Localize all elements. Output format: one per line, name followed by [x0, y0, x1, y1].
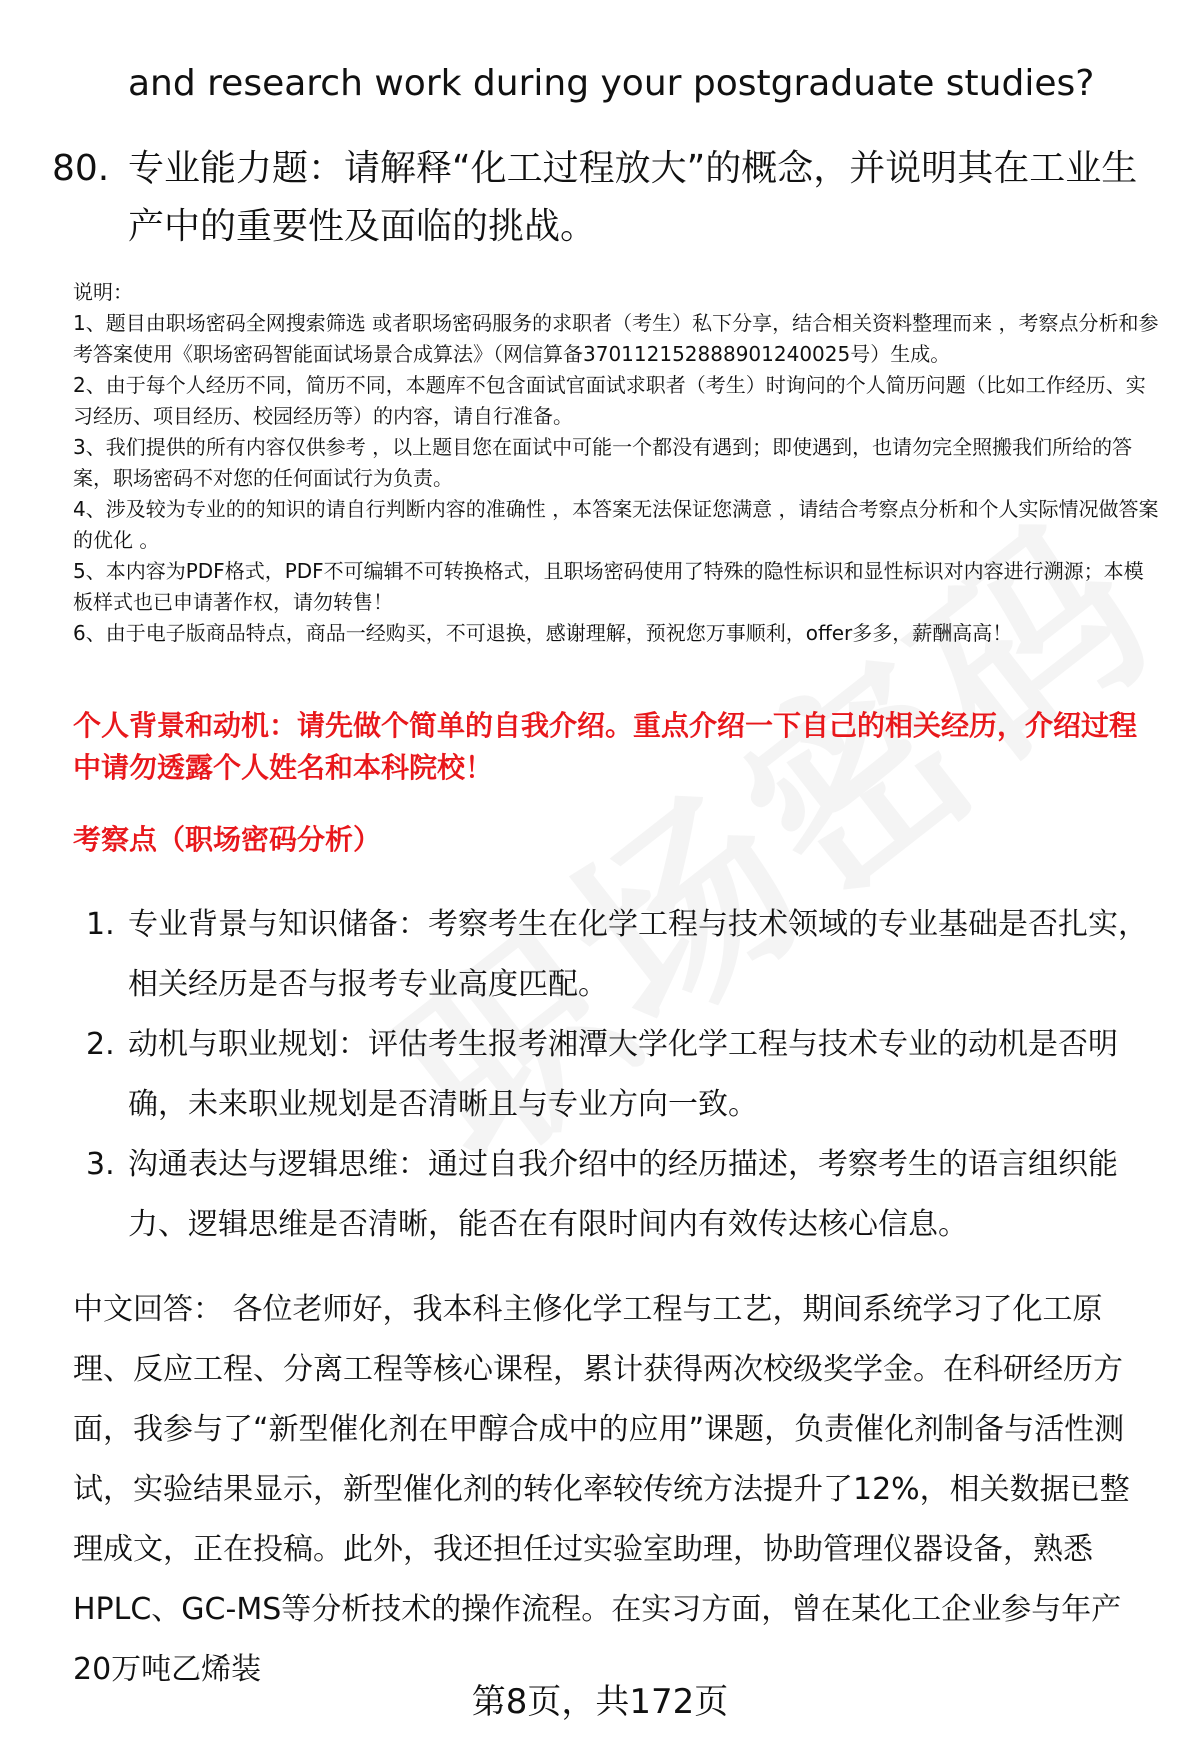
point-text: 专业背景与知识储备：考察考生在化学工程与技术领域的专业基础是否扎实，相关经历是否与报考专业高度匹配。: [128, 907, 1148, 1002]
point-text: 沟通表达与逻辑思维：通过自我介绍中的经历描述，考察考生的语言组织能力、逻辑思维是否清晰，能否在有限时间内有效传达核心信息。: [128, 1147, 1118, 1242]
question-number: 80.: [52, 148, 110, 189]
point-number: 1.: [86, 907, 115, 942]
intro-question: 个人背景和动机：请先做个简单的自我介绍。重点介绍一下自己的相关经历，介绍过程中请勿透露个人姓名和本科院校！: [73, 709, 1138, 784]
page-footer: 第8页，共172页: [471, 1682, 729, 1722]
point-number: 3.: [86, 1147, 115, 1182]
notes-section: [73, 277, 1163, 649]
question-80: [52, 140, 1152, 256]
note-item: 1、题目由职场密码全网搜索筛选 或者职场密码服务的求职者（考生）私下分享，结合相关资料整理而来 ，考察点分析和参考答案使用《职场密码智能面试场景合成算法》（网信算备370112152888901240025号）生成。: [73, 311, 1159, 366]
notes-heading: 说明：: [73, 280, 133, 304]
point-text: 动机与职业规划：评估考生报考湘潭大学化学工程与技术专业的动机是否明确，未来职业规划是否清晰且与专业方向一致。: [128, 1027, 1118, 1122]
note-item: 3、我们提供的所有内容仅供参考 ，以上题目您在面试中可能一个都没有遇到；即使遇到，也请勿完全照搬我们所给的答案，职场密码不对您的任何面试行为负责。: [73, 435, 1133, 490]
list-item: [80, 1015, 1150, 1135]
analysis-title: 考察点（职场密码分析）: [73, 823, 382, 856]
note-item: 6、由于电子版商品特点，商品一经购买，不可退换，感谢理解，预祝您万事顺利，offer多多，薪酬高高！: [73, 621, 1013, 645]
question-79-tail: and research work during your postgraduate studies?: [128, 63, 1095, 104]
list-item: [80, 895, 1150, 1015]
note-item: 5、本内容为PDF格式，PDF不可编辑不可转换格式，且职场密码使用了特殊的隐性标识和显性标识对内容进行溯源；本模板样式也已申请著作权，请勿转售！: [73, 559, 1144, 614]
note-item: 2、由于每个人经历不同，简历不同，本题库不包含面试官面试求职者（考生）时询问的个人简历问题（比如工作经历、实习经历、项目经历、校园经历等）的内容，请自行准备。: [73, 373, 1146, 428]
answer-paragraph: 中文回答： 各位老师好，我本科主修化学工程与工艺，期间系统学习了化工原理、反应工程、分离工程等核心课程，累计获得两次校级奖学金。在科研经历方面，我参与了“新型催化剂在甲醇合成中的应用”课题，负责催化剂制备与活性测试，实验结果显示，新型催化剂的转化率较传统方法提升了12%，相关数据已整理成文，正在投稿。此外，我还担任过实验室助理，协助管理仪器设备，熟悉HPLC、GC-MS等分析技术的操作流程。在实习方面，曾在某化工企业参与年产20万吨乙烯装: [73, 1292, 1130, 1687]
note-item: 4、涉及较为专业的的知识的请自行判断内容的准确性 ，本答案无法保证您满意 ，请结合考察点分析和个人实际情况做答案的优化 。: [73, 497, 1159, 552]
point-number: 2.: [86, 1027, 115, 1062]
question-text: 专业能力题：请解释“化工过程放大”的概念，并说明其在工业生产中的重要性及面临的挑战。: [128, 148, 1138, 247]
list-item: [80, 1135, 1150, 1255]
analysis-points: [80, 895, 1150, 1255]
